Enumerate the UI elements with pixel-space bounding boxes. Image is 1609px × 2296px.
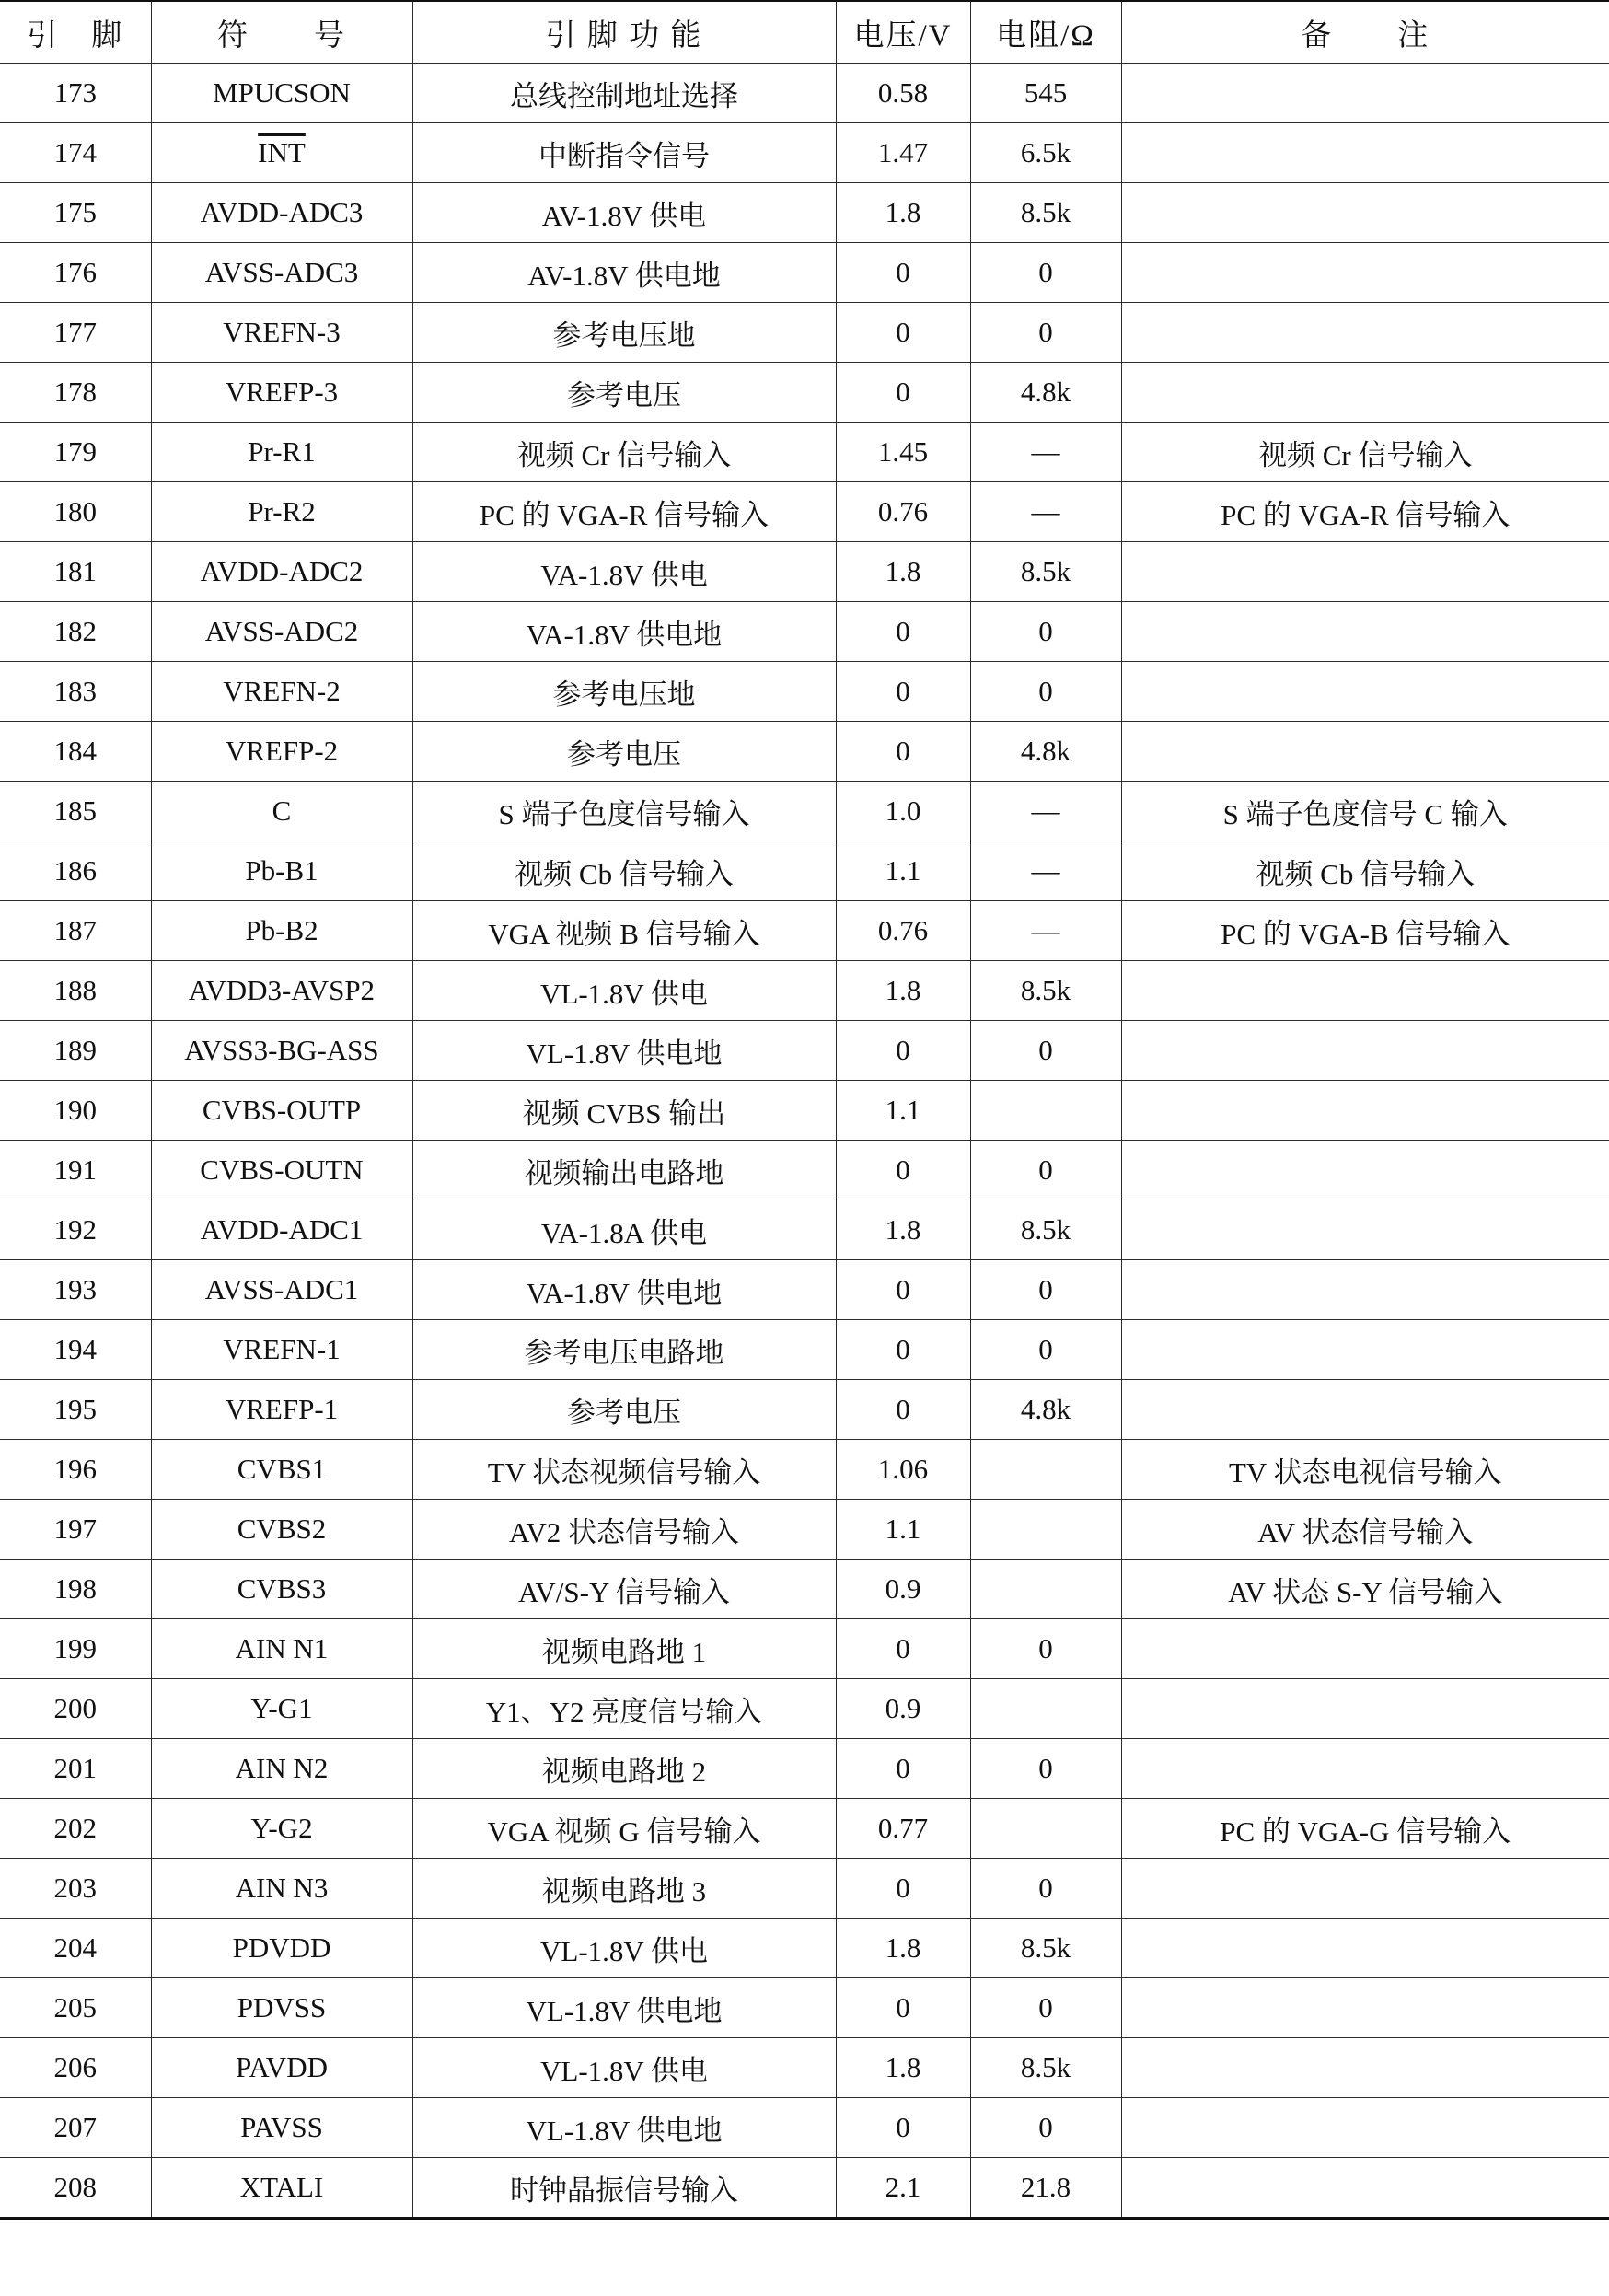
cell-voltage: 0.76 bbox=[836, 901, 970, 961]
cell-symbol: CVBS-OUTP bbox=[151, 1081, 412, 1141]
cell-voltage: 0 bbox=[836, 243, 970, 303]
cell-voltage: 1.8 bbox=[836, 961, 970, 1021]
header-pin: 引 脚 bbox=[0, 1, 151, 64]
cell-resistance: 21.8 bbox=[970, 2158, 1121, 2219]
cell-voltage: 0 bbox=[836, 1859, 970, 1919]
cell-note bbox=[1121, 2158, 1609, 2219]
cell-pin: 201 bbox=[0, 1739, 151, 1799]
table-row bbox=[0, 303, 1609, 363]
cell-resistance: 0 bbox=[970, 2098, 1121, 2158]
cell-resistance: 8.5k bbox=[970, 1200, 1121, 1260]
cell-voltage: 1.0 bbox=[836, 782, 970, 841]
cell-pin: 200 bbox=[0, 1679, 151, 1739]
table-row bbox=[0, 2098, 1609, 2158]
cell-resistance: 8.5k bbox=[970, 183, 1121, 243]
table-row bbox=[0, 1560, 1609, 1619]
cell-symbol: VREFN-1 bbox=[151, 1320, 412, 1380]
table-row bbox=[0, 1739, 1609, 1799]
cell-pin: 208 bbox=[0, 2158, 151, 2219]
cell-symbol: VREFP-3 bbox=[151, 363, 412, 423]
cell-symbol: $\overline{INT}$ bbox=[151, 123, 412, 183]
cell-resistance: 6.5k bbox=[970, 123, 1121, 183]
cell-function: TV 状态视频信号输入 bbox=[412, 1440, 836, 1500]
cell-note bbox=[1121, 64, 1609, 123]
table-body bbox=[0, 64, 1609, 2219]
cell-note: AV 状态信号输入 bbox=[1121, 1500, 1609, 1560]
cell-pin: 189 bbox=[0, 1021, 151, 1081]
cell-resistance: 0 bbox=[970, 1739, 1121, 1799]
cell-symbol: AVSS-ADC3 bbox=[151, 243, 412, 303]
cell-note: S 端子色度信号 C 输入 bbox=[1121, 782, 1609, 841]
table-row bbox=[0, 1679, 1609, 1739]
cell-voltage: 0.9 bbox=[836, 1679, 970, 1739]
cell-function: 视频 Cr 信号输入 bbox=[412, 423, 836, 482]
cell-pin: 173 bbox=[0, 64, 151, 123]
cell-voltage: 1.06 bbox=[836, 1440, 970, 1500]
cell-function: VA-1.8V 供电地 bbox=[412, 1260, 836, 1320]
cell-note bbox=[1121, 1859, 1609, 1919]
cell-voltage: 0 bbox=[836, 1619, 970, 1679]
table-row bbox=[0, 782, 1609, 841]
cell-function: 参考电压 bbox=[412, 722, 836, 782]
cell-note bbox=[1121, 1320, 1609, 1380]
header-symbol: 符 号 bbox=[151, 1, 412, 64]
cell-pin: 174 bbox=[0, 123, 151, 183]
table-row bbox=[0, 2038, 1609, 2098]
cell-function: 总线控制地址选择 bbox=[412, 64, 836, 123]
cell-function: 视频电路地 2 bbox=[412, 1739, 836, 1799]
cell-pin: 175 bbox=[0, 183, 151, 243]
cell-note bbox=[1121, 1260, 1609, 1320]
cell-resistance: — bbox=[970, 423, 1121, 482]
table-row bbox=[0, 423, 1609, 482]
cell-note bbox=[1121, 722, 1609, 782]
cell-voltage: 0 bbox=[836, 1320, 970, 1380]
cell-voltage: 0 bbox=[836, 1739, 970, 1799]
cell-resistance bbox=[970, 1560, 1121, 1619]
cell-note bbox=[1121, 662, 1609, 722]
cell-resistance: 0 bbox=[970, 1320, 1121, 1380]
table-row bbox=[0, 961, 1609, 1021]
cell-note bbox=[1121, 1380, 1609, 1440]
cell-resistance: 0 bbox=[970, 1859, 1121, 1919]
cell-symbol: CVBS-OUTN bbox=[151, 1141, 412, 1200]
cell-symbol: MPUCSON bbox=[151, 64, 412, 123]
table-row bbox=[0, 1500, 1609, 1560]
table-row bbox=[0, 1440, 1609, 1500]
cell-resistance: 4.8k bbox=[970, 363, 1121, 423]
cell-resistance: 4.8k bbox=[970, 1380, 1121, 1440]
cell-resistance: 0 bbox=[970, 1021, 1121, 1081]
cell-function: VL-1.8V 供电地 bbox=[412, 1021, 836, 1081]
cell-resistance: — bbox=[970, 841, 1121, 901]
table-header bbox=[0, 1, 1609, 64]
cell-note bbox=[1121, 1679, 1609, 1739]
cell-note bbox=[1121, 363, 1609, 423]
cell-voltage: 1.47 bbox=[836, 123, 970, 183]
cell-voltage: 0 bbox=[836, 1021, 970, 1081]
cell-symbol: AVSS-ADC2 bbox=[151, 602, 412, 662]
cell-voltage: 0.9 bbox=[836, 1560, 970, 1619]
cell-resistance: — bbox=[970, 901, 1121, 961]
cell-function: VL-1.8V 供电地 bbox=[412, 1978, 836, 2038]
cell-note bbox=[1121, 1919, 1609, 1978]
cell-pin: 192 bbox=[0, 1200, 151, 1260]
cell-function: AV-1.8V 供电 bbox=[412, 183, 836, 243]
table-row bbox=[0, 1320, 1609, 1380]
cell-pin: 203 bbox=[0, 1859, 151, 1919]
cell-pin: 196 bbox=[0, 1440, 151, 1500]
cell-resistance: 4.8k bbox=[970, 722, 1121, 782]
header-resistance: 电阻/Ω bbox=[970, 1, 1121, 64]
cell-pin: 184 bbox=[0, 722, 151, 782]
cell-pin: 199 bbox=[0, 1619, 151, 1679]
cell-voltage: 1.8 bbox=[836, 542, 970, 602]
cell-voltage: 1.8 bbox=[836, 2038, 970, 2098]
cell-resistance: 545 bbox=[970, 64, 1121, 123]
cell-function: VA-1.8V 供电地 bbox=[412, 602, 836, 662]
cell-pin: 182 bbox=[0, 602, 151, 662]
cell-resistance: 8.5k bbox=[970, 2038, 1121, 2098]
cell-symbol: AVSS3-BG-ASS bbox=[151, 1021, 412, 1081]
table-row bbox=[0, 1200, 1609, 1260]
cell-pin: 190 bbox=[0, 1081, 151, 1141]
cell-voltage: 0 bbox=[836, 722, 970, 782]
table-row bbox=[0, 901, 1609, 961]
table-row bbox=[0, 123, 1609, 183]
cell-pin: 187 bbox=[0, 901, 151, 961]
cell-symbol: C bbox=[151, 782, 412, 841]
cell-voltage: 1.45 bbox=[836, 423, 970, 482]
cell-resistance bbox=[970, 1799, 1121, 1859]
cell-resistance: 8.5k bbox=[970, 1919, 1121, 1978]
cell-voltage: 0 bbox=[836, 1380, 970, 1440]
cell-note: PC 的 VGA-B 信号输入 bbox=[1121, 901, 1609, 961]
cell-voltage: 0 bbox=[836, 363, 970, 423]
cell-voltage: 1.1 bbox=[836, 841, 970, 901]
cell-voltage: 0 bbox=[836, 662, 970, 722]
cell-function: 视频 Cb 信号输入 bbox=[412, 841, 836, 901]
table-row bbox=[0, 1859, 1609, 1919]
cell-resistance: 0 bbox=[970, 1619, 1121, 1679]
cell-function: VA-1.8A 供电 bbox=[412, 1200, 836, 1260]
cell-note bbox=[1121, 123, 1609, 183]
cell-pin: 188 bbox=[0, 961, 151, 1021]
cell-function: VL-1.8V 供电地 bbox=[412, 2098, 836, 2158]
cell-symbol: PAVDD bbox=[151, 2038, 412, 2098]
cell-symbol: Pr-R2 bbox=[151, 482, 412, 542]
cell-function: VA-1.8V 供电 bbox=[412, 542, 836, 602]
table-row bbox=[0, 1919, 1609, 1978]
cell-symbol: Y-G1 bbox=[151, 1679, 412, 1739]
cell-symbol: AVDD-ADC3 bbox=[151, 183, 412, 243]
cell-note: PC 的 VGA-R 信号输入 bbox=[1121, 482, 1609, 542]
cell-function: 视频电路地 1 bbox=[412, 1619, 836, 1679]
cell-resistance bbox=[970, 1081, 1121, 1141]
cell-pin: 180 bbox=[0, 482, 151, 542]
cell-voltage: 1.1 bbox=[836, 1500, 970, 1560]
cell-symbol: AVDD3-AVSP2 bbox=[151, 961, 412, 1021]
table-row bbox=[0, 1619, 1609, 1679]
cell-note bbox=[1121, 183, 1609, 243]
cell-function: VL-1.8V 供电 bbox=[412, 2038, 836, 2098]
cell-note bbox=[1121, 243, 1609, 303]
cell-resistance: 8.5k bbox=[970, 961, 1121, 1021]
cell-note bbox=[1121, 1081, 1609, 1141]
cell-note bbox=[1121, 1978, 1609, 2038]
cell-function: 参考电压电路地 bbox=[412, 1320, 836, 1380]
cell-symbol: XTALI bbox=[151, 2158, 412, 2219]
cell-symbol: Y-G2 bbox=[151, 1799, 412, 1859]
table-row bbox=[0, 243, 1609, 303]
cell-pin: 178 bbox=[0, 363, 151, 423]
cell-function: Y1、Y2 亮度信号输入 bbox=[412, 1679, 836, 1739]
cell-pin: 195 bbox=[0, 1380, 151, 1440]
cell-pin: 177 bbox=[0, 303, 151, 363]
cell-voltage: 0.77 bbox=[836, 1799, 970, 1859]
table-row bbox=[0, 1021, 1609, 1081]
cell-resistance bbox=[970, 1679, 1121, 1739]
cell-voltage: 1.1 bbox=[836, 1081, 970, 1141]
cell-symbol: CVBS3 bbox=[151, 1560, 412, 1619]
cell-function: 参考电压地 bbox=[412, 303, 836, 363]
cell-note bbox=[1121, 1200, 1609, 1260]
cell-note bbox=[1121, 1021, 1609, 1081]
cell-resistance bbox=[970, 1440, 1121, 1500]
cell-function: PC 的 VGA-R 信号输入 bbox=[412, 482, 836, 542]
table-row bbox=[0, 1799, 1609, 1859]
cell-voltage: 1.8 bbox=[836, 1919, 970, 1978]
cell-pin: 198 bbox=[0, 1560, 151, 1619]
cell-function: S 端子色度信号输入 bbox=[412, 782, 836, 841]
cell-symbol: Pr-R1 bbox=[151, 423, 412, 482]
cell-pin: 183 bbox=[0, 662, 151, 722]
table-row bbox=[0, 1141, 1609, 1200]
header-note: 备 注 bbox=[1121, 1, 1609, 64]
table-row bbox=[0, 542, 1609, 602]
cell-note bbox=[1121, 542, 1609, 602]
cell-function: 参考电压 bbox=[412, 363, 836, 423]
cell-function: 视频 CVBS 输出 bbox=[412, 1081, 836, 1141]
cell-voltage: 1.8 bbox=[836, 183, 970, 243]
cell-voltage: 0 bbox=[836, 2098, 970, 2158]
cell-resistance: 0 bbox=[970, 1141, 1121, 1200]
cell-pin: 202 bbox=[0, 1799, 151, 1859]
cell-voltage: 1.8 bbox=[836, 1200, 970, 1260]
cell-note: AV 状态 S-Y 信号输入 bbox=[1121, 1560, 1609, 1619]
cell-symbol: AIN N3 bbox=[151, 1859, 412, 1919]
cell-symbol: PAVSS bbox=[151, 2098, 412, 2158]
cell-symbol: AIN N1 bbox=[151, 1619, 412, 1679]
cell-pin: 194 bbox=[0, 1320, 151, 1380]
cell-resistance bbox=[970, 1500, 1121, 1560]
cell-resistance: 8.5k bbox=[970, 542, 1121, 602]
cell-pin: 206 bbox=[0, 2038, 151, 2098]
cell-note: TV 状态电视信号输入 bbox=[1121, 1440, 1609, 1500]
cell-symbol: PDVDD bbox=[151, 1919, 412, 1978]
cell-pin: 193 bbox=[0, 1260, 151, 1320]
cell-function: AV-1.8V 供电地 bbox=[412, 243, 836, 303]
cell-function: VGA 视频 G 信号输入 bbox=[412, 1799, 836, 1859]
table-row bbox=[0, 722, 1609, 782]
table-row bbox=[0, 64, 1609, 123]
cell-voltage: 0 bbox=[836, 1141, 970, 1200]
cell-note bbox=[1121, 2098, 1609, 2158]
header-voltage: 电压/V bbox=[836, 1, 970, 64]
cell-function: AV2 状态信号输入 bbox=[412, 1500, 836, 1560]
cell-note: PC 的 VGA-G 信号输入 bbox=[1121, 1799, 1609, 1859]
cell-note bbox=[1121, 1619, 1609, 1679]
cell-voltage: 0.76 bbox=[836, 482, 970, 542]
cell-symbol: CVBS2 bbox=[151, 1500, 412, 1560]
cell-resistance: 0 bbox=[970, 1978, 1121, 2038]
table-row bbox=[0, 363, 1609, 423]
cell-symbol: AIN N2 bbox=[151, 1739, 412, 1799]
cell-function: VGA 视频 B 信号输入 bbox=[412, 901, 836, 961]
table-row bbox=[0, 1380, 1609, 1440]
cell-pin: 179 bbox=[0, 423, 151, 482]
table-row bbox=[0, 602, 1609, 662]
cell-function: 视频输出电路地 bbox=[412, 1141, 836, 1200]
cell-note bbox=[1121, 2038, 1609, 2098]
cell-resistance: — bbox=[970, 782, 1121, 841]
cell-voltage: 0 bbox=[836, 1978, 970, 2038]
cell-pin: 181 bbox=[0, 542, 151, 602]
cell-note: 视频 Cr 信号输入 bbox=[1121, 423, 1609, 482]
cell-resistance: 0 bbox=[970, 1260, 1121, 1320]
cell-voltage: 0 bbox=[836, 1260, 970, 1320]
cell-symbol: PDVSS bbox=[151, 1978, 412, 2038]
cell-voltage: 2.1 bbox=[836, 2158, 970, 2219]
table-row bbox=[0, 1260, 1609, 1320]
cell-symbol: Pb-B1 bbox=[151, 841, 412, 901]
cell-note bbox=[1121, 1739, 1609, 1799]
table-row bbox=[0, 841, 1609, 901]
cell-note bbox=[1121, 961, 1609, 1021]
cell-symbol: AVSS-ADC1 bbox=[151, 1260, 412, 1320]
cell-function: 参考电压地 bbox=[412, 662, 836, 722]
cell-symbol: CVBS1 bbox=[151, 1440, 412, 1500]
cell-pin: 191 bbox=[0, 1141, 151, 1200]
table-row bbox=[0, 183, 1609, 243]
cell-function: AV/S-Y 信号输入 bbox=[412, 1560, 836, 1619]
cell-symbol: AVDD-ADC1 bbox=[151, 1200, 412, 1260]
table-row bbox=[0, 662, 1609, 722]
cell-pin: 185 bbox=[0, 782, 151, 841]
cell-note bbox=[1121, 1141, 1609, 1200]
cell-resistance: — bbox=[970, 482, 1121, 542]
cell-resistance: 0 bbox=[970, 662, 1121, 722]
header-row bbox=[0, 1, 1609, 64]
cell-function: 视频电路地 3 bbox=[412, 1859, 836, 1919]
cell-voltage: 0.58 bbox=[836, 64, 970, 123]
cell-note bbox=[1121, 303, 1609, 363]
cell-symbol: VREFN-2 bbox=[151, 662, 412, 722]
cell-resistance: 0 bbox=[970, 602, 1121, 662]
table-row bbox=[0, 1978, 1609, 2038]
cell-note bbox=[1121, 602, 1609, 662]
table-row bbox=[0, 1081, 1609, 1141]
cell-voltage: 0 bbox=[836, 303, 970, 363]
cell-symbol: Pb-B2 bbox=[151, 901, 412, 961]
table-row bbox=[0, 482, 1609, 542]
cell-resistance: 0 bbox=[970, 243, 1121, 303]
cell-pin: 197 bbox=[0, 1500, 151, 1560]
cell-symbol: VREFP-2 bbox=[151, 722, 412, 782]
cell-pin: 186 bbox=[0, 841, 151, 901]
cell-function: VL-1.8V 供电 bbox=[412, 1919, 836, 1978]
cell-resistance: 0 bbox=[970, 303, 1121, 363]
cell-pin: 204 bbox=[0, 1919, 151, 1978]
cell-symbol: AVDD-ADC2 bbox=[151, 542, 412, 602]
cell-symbol: VREFP-1 bbox=[151, 1380, 412, 1440]
cell-pin: 207 bbox=[0, 2098, 151, 2158]
header-function: 引 脚 功 能 bbox=[412, 1, 836, 64]
table-row bbox=[0, 2158, 1609, 2219]
cell-function: 时钟晶振信号输入 bbox=[412, 2158, 836, 2219]
cell-function: 参考电压 bbox=[412, 1380, 836, 1440]
cell-symbol: VREFN-3 bbox=[151, 303, 412, 363]
cell-note: 视频 Cb 信号输入 bbox=[1121, 841, 1609, 901]
cell-pin: 176 bbox=[0, 243, 151, 303]
cell-function: VL-1.8V 供电 bbox=[412, 961, 836, 1021]
cell-voltage: 0 bbox=[836, 602, 970, 662]
cell-pin: 205 bbox=[0, 1978, 151, 2038]
cell-function: 中断指令信号 bbox=[412, 123, 836, 183]
